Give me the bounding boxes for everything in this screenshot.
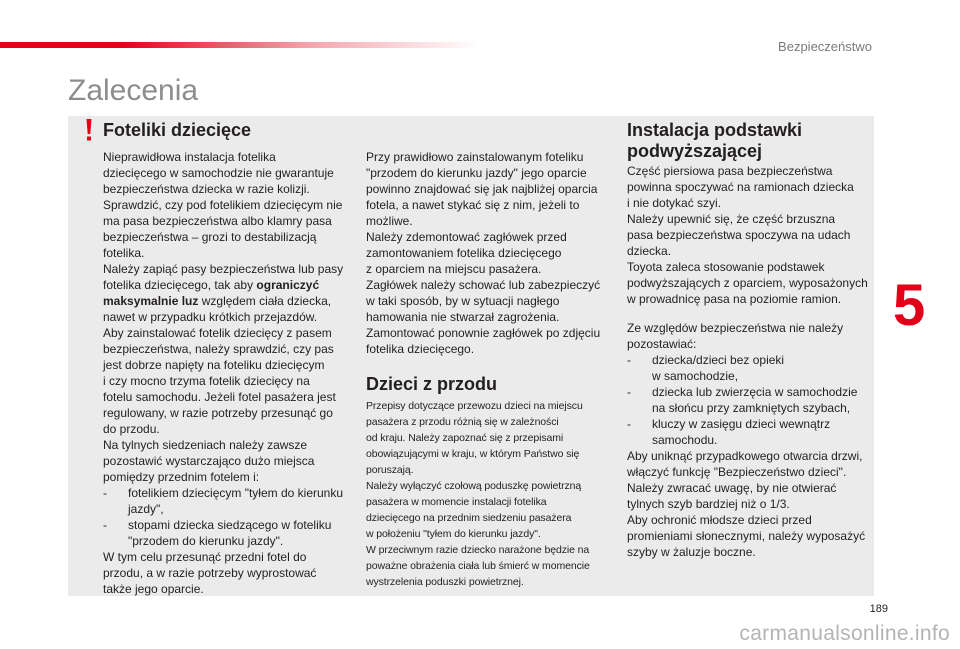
text-line: samochodu. (652, 433, 718, 447)
text-line: Zamontować ponownie zagłówek po zdjęciu (366, 326, 601, 340)
text-line: Zagłówek należy schować lub zabezpieczyć (366, 278, 601, 292)
text-line: powinna spoczywać na ramionach dziecka (627, 180, 854, 194)
text-line: Przy prawidłowo zainstalowanym foteliku (366, 150, 584, 164)
text-line: Na tylnych siedzeniach należy zawsze (103, 438, 308, 452)
text-line: tylnych szyb bardziej niż o 1/3. (627, 497, 790, 511)
text-line: dziecka lub zwierzęcia w samochodzie (652, 385, 858, 399)
text-line: fotela, a nawet stykać się z nim, jeżeli to (366, 198, 580, 212)
text-line: Aby uniknąć przypadkowego otwarcia drzwi, (627, 449, 863, 463)
bold-text: ograniczyć (256, 278, 320, 292)
text-line: Część piersiowa pasa bezpieczeństwa (627, 164, 833, 178)
text-line: pozostawić wystarczająco dużo miejsca (103, 454, 315, 468)
list-dash: - (103, 518, 107, 532)
chapter-number: 5 (893, 273, 926, 338)
text-line: i nie dotykać szyi. (627, 196, 722, 210)
text-line: "przodem do kierunku jazdy". (128, 534, 284, 548)
text-line: pasażera z przodu różnią się w zależności (366, 416, 559, 428)
text-line: bezpieczeństwa dziecka w razie kolizji. (103, 182, 310, 196)
text-line: pozostawiać: (627, 337, 697, 351)
text-line: powinno znajdować się jak najbliżej oparcia (366, 182, 598, 196)
text-line: ma pasa bezpieczeństwa albo klamry pasa (103, 214, 332, 228)
heading-children-front: Dzieci z przodu (366, 374, 498, 394)
text-line: stopami dziecka siedzącego w foteliku (128, 518, 332, 532)
column-3-text (627, 163, 873, 307)
heading-child-seats: Foteliki dziecięce (103, 120, 252, 140)
list-dash: - (627, 385, 631, 399)
text-line: W tym celu przesunąć przedni fotel do (103, 550, 307, 564)
text-line (103, 293, 349, 309)
text-line: Należy zwracać uwagę, by nie otwierać (627, 481, 837, 495)
text-line: jazdy", (128, 502, 164, 516)
text-line: nawet w przypadku krótkich przejazdów. (103, 310, 318, 324)
page-number: 189 (869, 603, 888, 615)
text-fragment: względem ciała dziecka, (198, 294, 332, 308)
text-line: włączyć funkcję "Bezpieczeństwo dzieci". (627, 465, 847, 479)
text-line: do przodu. (103, 422, 160, 436)
text-line: pasa bezpieczeństwa spoczywa na udach (627, 228, 851, 242)
list-item (103, 485, 349, 517)
text-line: na słońcu przy zamkniętych szybach, (652, 401, 851, 415)
text-line: W przeciwnym razie dziecko narażone będzie na (366, 544, 590, 556)
text-line: Przepisy dotyczące przewozu dzieci na miejscu (366, 400, 583, 412)
text-line: Należy wyłączyć czołową poduszkę powietrzną (366, 480, 582, 492)
list-item (627, 416, 873, 448)
bold-text: maksymalnie luz (103, 294, 199, 308)
text-line: wystrzelenia poduszki powietrznej. (366, 576, 524, 588)
text-line: Toyota zaleca stosowanie podstawek (627, 260, 825, 274)
text-line: Nieprawidłowa instalacja fotelika (103, 150, 276, 164)
text-line: dziecięcego na przednim siedzeniu pasażera (366, 512, 572, 524)
text-line: promieniami słonecznymi, należy wyposażyć (627, 529, 866, 543)
text-line: zamontowaniem fotelika dziecięcego (366, 246, 562, 260)
column-2-text (366, 149, 602, 357)
list-dash: - (627, 417, 631, 431)
text-fragment: fotelika dziecięcego, tak aby (103, 278, 257, 292)
text-line: Ze względów bezpieczeństwa nie należy (627, 321, 844, 335)
text-line: fotelika. (103, 246, 145, 260)
text-line: podwyższających z oparciem, wyposażonych (627, 276, 868, 290)
text-line: w prowadnicę pasa na poziomie ramion. (627, 292, 842, 306)
header-accent-bar (0, 42, 480, 48)
text-line: szyby w żaluzje boczne. (627, 545, 756, 559)
text-line: z oparciem na miejscu pasażera. (366, 262, 542, 276)
text-line: fotelikiem dziecięcym "tyłem do kierunku (128, 486, 344, 500)
text-line: dziecka. (627, 244, 672, 258)
text-line: fotelu samochodu. Jeżeli fotel pasażera jest (103, 390, 336, 404)
text-line: także jego oparcie. (103, 582, 204, 596)
text-line: regulowany, w razie potrzeby przesunąć go (103, 406, 333, 420)
text-line: obowiązującymi w kraju, w którym Państwo się (366, 448, 580, 460)
text-line: poważne obrażenia ciała lub śmierć w momencie (366, 560, 590, 572)
text-line: Należy upewnić się, że część brzuszna (627, 212, 836, 226)
text-line: przodu, a w razie potrzeby wyprostować (103, 566, 317, 580)
text-line: "przodem do kierunku jazdy" jego oparcie (366, 166, 587, 180)
text-line: hamowania nie stwarzał zagrożenia. (366, 310, 560, 324)
column-3-safety-text (627, 320, 873, 560)
text-line: dziecka/dzieci bez opieki (652, 353, 785, 367)
text-line: bezpieczeństwa, należy sprawdzić, czy pas (103, 342, 334, 356)
text-line: fotelika dziecięcego. (366, 342, 475, 356)
text-line: w położeniu "tyłem do kierunku jazdy". (366, 528, 541, 540)
text-line: od kraju. Należy zapoznać się z przepisami (366, 432, 564, 444)
page-title: Zalecenia (68, 74, 199, 107)
text-line: Aby ochronić młodsze dzieci przed (627, 513, 812, 527)
text-line: w taki sposób, by w sytuacji nagłego (366, 294, 560, 308)
text-line (103, 277, 349, 293)
text-line: Aby zainstalować fotelik dziecięcy z pasem (103, 326, 332, 340)
text-line: pomiędzy przednim fotelem i: (103, 470, 260, 484)
text-line: pasażera w momencie instalacji fotelika (366, 496, 547, 508)
heading-line: podwyższającej (627, 141, 763, 161)
exclamation-warning-icon (80, 118, 98, 142)
list-dash: - (627, 353, 631, 367)
text-line: w samochodzie, (652, 369, 739, 383)
text-line: kluczy w zasięgu dzieci wewnątrz (652, 417, 831, 431)
list-item (103, 517, 349, 549)
text-line: Należy zapiąć pasy bezpieczeństwa lub pasy (103, 262, 344, 276)
list-dash: - (103, 486, 107, 500)
column-2-notice-text (366, 398, 606, 590)
text-line: poruszają. (366, 464, 414, 476)
text-line: i czy mocno trzyma fotelik dziecięcy na (103, 374, 310, 388)
text-line: dziecięcego w samochodzie nie gwarantuje (103, 166, 334, 180)
heading-booster-seat (627, 120, 867, 162)
text-line: Sprawdzić, czy pod fotelikiem dziecięcym nie (103, 198, 343, 212)
text-line: bezpieczeństwa – grozi to destabilizacją (103, 230, 317, 244)
list-item (627, 352, 873, 384)
column-1-text (103, 149, 349, 597)
heading-line: Instalacja podstawki (627, 120, 803, 140)
section-label: Bezpieczeństwo (778, 39, 872, 54)
text-line: jest dobrze napięty na foteliku dziecięcym (103, 358, 325, 372)
watermark: carmanualsonline.info (739, 622, 950, 645)
text-line: Należy zdemontować zagłówek przed (366, 230, 567, 244)
text-line: możliwe. (366, 214, 413, 228)
list-item (627, 384, 873, 416)
